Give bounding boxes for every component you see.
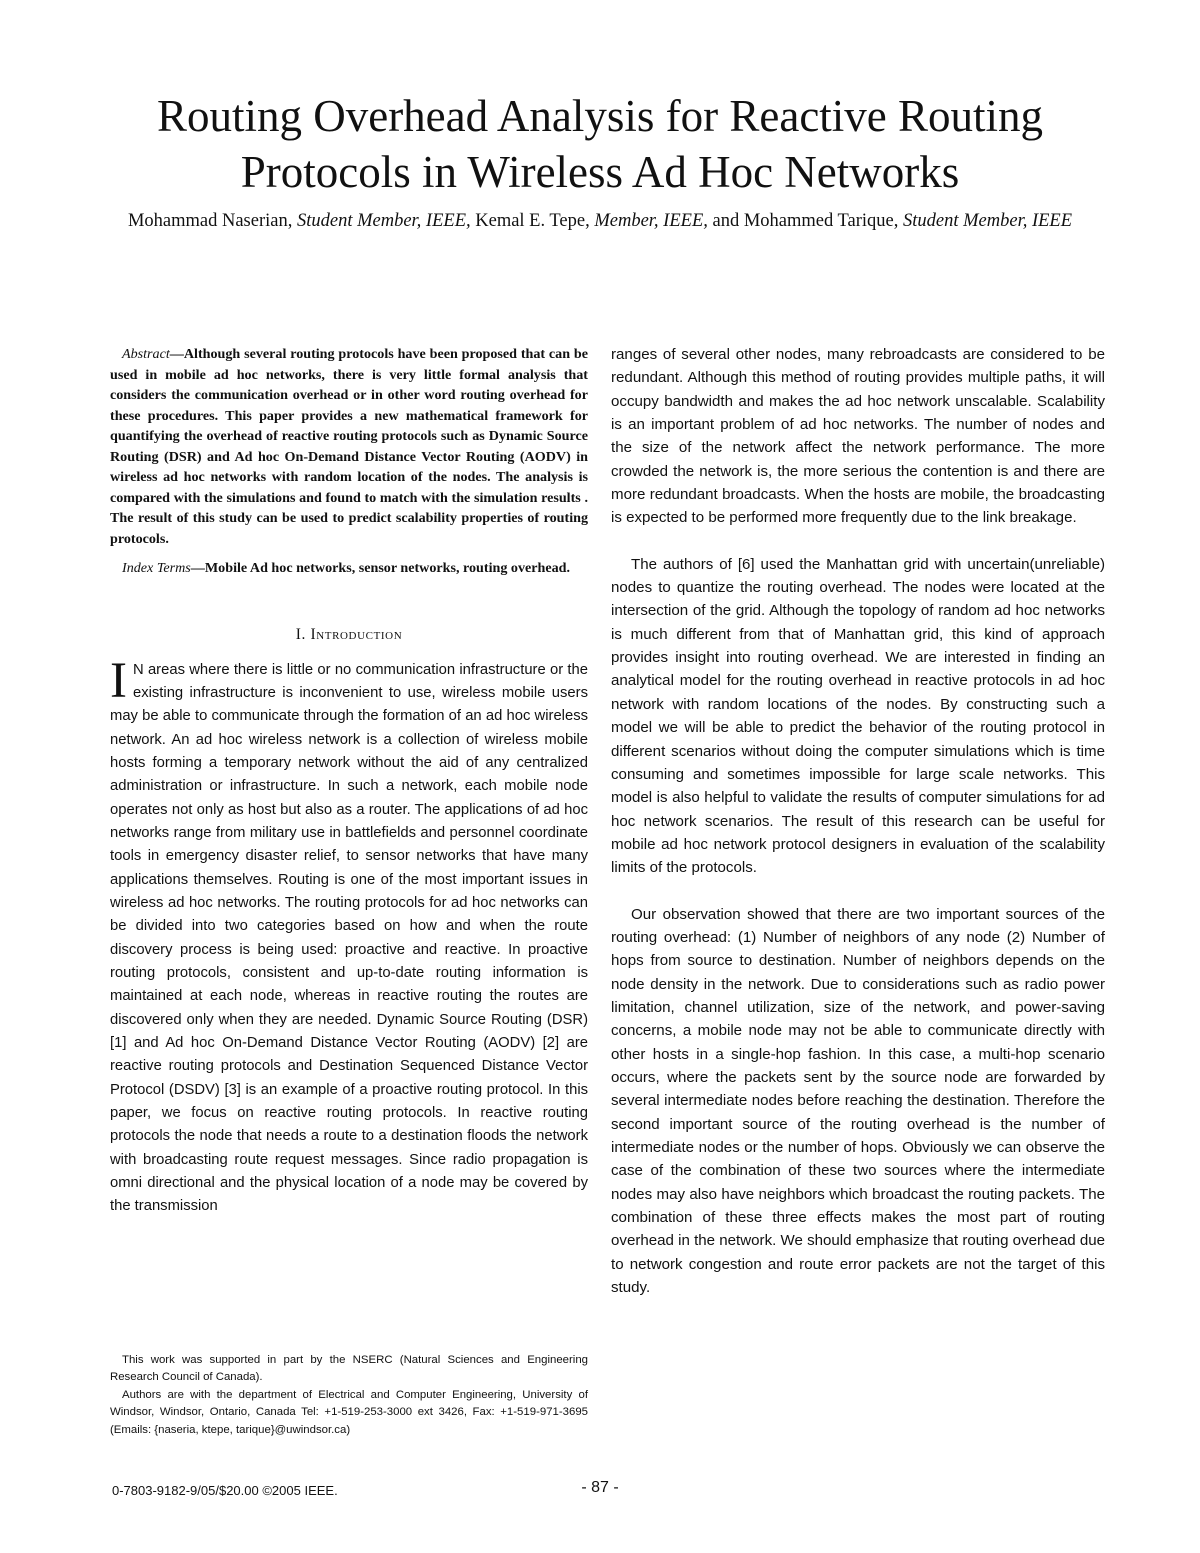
index-terms-text: —Mobile Ad hoc networks, sensor networks, routing overhead. [190, 560, 571, 576]
right-column [611, 343, 1105, 1299]
author-list [100, 208, 1100, 234]
paper-title: Routing Overhead Analysis for Reactive Routing Protocols in Wireless Ad Hoc Networks [156, 91, 1044, 197]
author-role: Student Member, IEEE [903, 211, 1073, 231]
author-role: Student Member, IEEE, [296, 211, 471, 231]
drop-cap: I [110, 652, 127, 709]
body-paragraph: Our observation showed that there are two important sources of the routing overhead: (1) Number of neighbors of any node (2) Number of hops from source to destination. Number of neighbors depends on the node density in the network. Due to considerations such as radio power limitation, channel utilization, size of the network, and power-saving concerns, a mobile node may not be able to communicate directly with other hosts in a single-hop fashion. In this case, a multi-hop scenario occurs, where the packets sent by the source node are forwarded by several intermediate nodes before reaching the destination. Therefore the second important source of the routing overhead is the number of intermediate nodes or the number of hops. Obviously we can observe the case of the combination of these two sources where the intermediate nodes may also have neighbors which broadcast the routing packets. The combination of these three effects makes the most part of routing overhead in the network. We should emphasize that routing overhead due to network congestion and route error packets are not the target of this study. [611, 905, 1105, 1297]
author-name: and Mohammed Tarique, [707, 211, 904, 231]
abstract-label: Abstract [122, 346, 170, 362]
footnotes [110, 1352, 588, 1439]
index-terms-label: Index Terms [122, 560, 191, 576]
section-heading [110, 625, 588, 645]
page-number: - 87 - [581, 1479, 619, 1496]
intro-text: N areas where there is little or no communication infrastructure or the existing infrastructure is inconvenient to use, wireless mobile users may be able to communicate through the formation of an ad hoc wireless network. An ad hoc wireless network is a collection of wireless mobile hosts forming a temporary network without the aid of any centralized administration or infrastructure. In such a network, each mobile node operates not only as host but also as a router. The applications of ad hoc networks range from military use in battlefields and personnel coordinate tools in emergency disaster relief, to sensor networks that have many applications themselves. Routing is one of the most important issues in wireless ad hoc networks. The routing protocols for ad hoc networks can be divided into two categories based on how and when the route discovery process is being used: proactive and reactive. In proactive routing protocols, consistent and up-to-date routing information is maintained at each node, whereas in reactive routing the routes are discovered only when they are needed. Dynamic Source Routing (DSR) [1] and Ad hoc On-Demand Distance Vector Routing (AODV) [2] are reactive routing protocols and Destination Sequenced Distance Vector Protocol (DSDV) [3] is an example of a proactive routing protocol. In this paper, we focus on reactive routing protocols. In reactive routing protocols the node that needs a route to a destination floods the network with broadcasting route request messages. Since radio propagation is omni directional and the physical location of a node may be covered by the transmission [110, 661, 588, 1215]
author-name: Kemal E. Tepe, [470, 211, 595, 231]
footnote: Authors are with the department of Electrical and Computer Engineering, University of Windsor, Windsor, Ontario, Canada Tel: +1-519-253-3000 ext 3426, Fax: +1-519-971-3695 (Emails: {naseria, ktepe, tarique}@uwindsor.ca) [110, 1388, 588, 1436]
author-name: Mohammad Naserian, [127, 211, 297, 231]
abstract-text: —Although several routing protocols have been proposed that can be used in mobile ad hoc networks, there is very little formal analysis that considers the communication overhead or in other word routing overhead for these procedures. This paper provides a new mathematical framework for quantifying the overhead of reactive routing protocols such as Dynamic Source Routing (DSR) and Ad hoc On-Demand Distance Vector Routing (AODV) in wireless ad hoc networks with random location of the nodes. The analysis is compared with the simulations and found to match with the simulation results . The result of this study can be used to predict scalability properties of routing protocols. [110, 346, 588, 547]
body-paragraph: ranges of several other nodes, many rebroadcasts are considered to be redundant. Although this method of routing provides multiple paths, it will occupy bandwidth and makes the ad hoc network unscalable. Scalability is an important problem of ad hoc networks. The number of nodes and the size of the network affect the network performance. The more crowded the network is, the more serious the contention is and there are more redundant broadcasts. When the hosts are mobile, the broadcasting is expected to be performed more frequently due to the link breakage. [611, 346, 1105, 527]
body-paragraph: The authors of [6] used the Manhattan grid with uncertain(unreliable) nodes to quantize the routing overhead. The nodes were located at the intersection of the grid. Although the topology of random ad hoc networks is much different from that of Manhattan grid, this kind of approach provides insight into routing overhead. We are interested in finding an analytical model for the routing overhead in reactive protocols in ad hoc network with random locations of the nodes. By constructing such a model we will be able to predict the behavior of the routing protocol in different scenarios without doing the computer simulations which is time consuming and sometimes impossible for large scale networks. This model is also helpful to validate the results of computer simulations for ad hoc network scenarios. The result of this research can be useful for mobile ad hoc network protocol designers in evaluation of the scalability limits of the protocols. [611, 555, 1105, 877]
footnote: This work was supported in part by the NSERC (Natural Sciences and Engineering Research Council of Canada). [110, 1354, 588, 1384]
left-column [110, 344, 588, 1219]
intro-paragraph [110, 652, 588, 1219]
author-role: Member, IEEE, [594, 211, 708, 231]
index-terms [110, 558, 588, 579]
section-title: Introduction [310, 625, 403, 643]
copyright-line: 0-7803-9182-9/05/$20.00 ©2005 IEEE. [112, 1483, 338, 1498]
abstract [110, 344, 588, 549]
section-number: I. [295, 625, 306, 643]
